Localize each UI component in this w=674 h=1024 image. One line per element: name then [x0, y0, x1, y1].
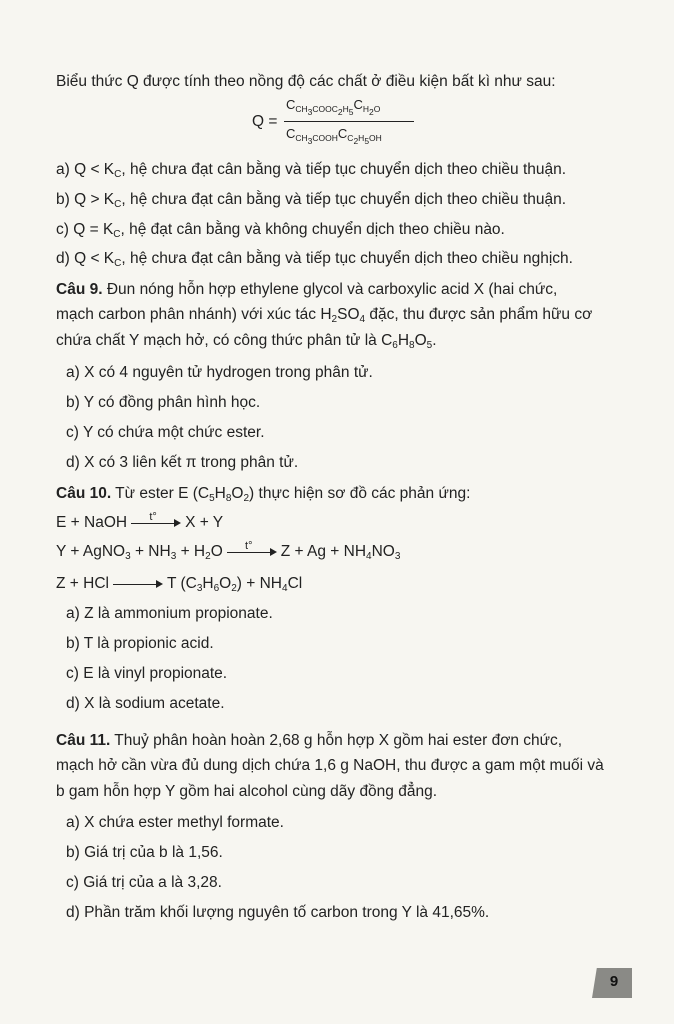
q8-option-c: c) $Q = K_C$, hệ đạt cân bằng và không chuyển dịch theo chiều nào. — [56, 221, 505, 240]
q-expression: Q = $C_{CH_3COOC_2H_5}C_{H_2O}$ $C_{CH_3COOH}C_{C_2H_5OH}$ — [252, 97, 422, 147]
q10-option-b: b) T là propionic acid. — [66, 635, 214, 652]
reaction-2: Y + AgNO$_3$ + $NH_3 + H_2O$ t° $Z + Ag + NH_4NO_3$ — [56, 539, 401, 562]
q9-option-b: b) Y có đồng phân hình học. — [66, 394, 261, 411]
reaction-arrow: t° — [227, 545, 277, 559]
q9-option-c: c) Y có chứa một chức ester. — [66, 424, 265, 441]
formula-numerator: $C_{CH_3COOC_2H_5}C_{H_2O}$ — [286, 97, 381, 117]
fraction-bar — [284, 121, 414, 122]
q11-option-b: b) Giá trị của b là 1,56. — [66, 844, 223, 861]
q11-option-a: a) X chứa ester methyl formate. — [66, 814, 284, 831]
reaction-3: Z + HCl T $(C_3H_6O_2) + NH_4Cl$ — [56, 575, 303, 594]
q10-option-a: a) Z là ammonium propionate. — [66, 605, 273, 622]
q10-stem: Câu 10. Từ ester E $(C_5H_8O_2)$ thực hiện sơ đồ các phản ứng: — [56, 485, 471, 504]
q11-stem-line1: Câu 11. Thuỷ phân hoàn hoàn 2,68 g hỗn hợp X gồm hai ester đơn chức, — [56, 732, 563, 749]
intro-text: Biểu thức Q được tính theo nồng độ các chất ở điều kiện bất kì như sau: — [56, 73, 556, 90]
formula-lhs: Q — [252, 113, 265, 130]
q9-stem-line1: Câu 9. Đun nóng hỗn hợp ethylene glycol và carboxylic acid X (hai chức, — [56, 281, 558, 298]
q10-option-c: c) E là vinyl propionate. — [66, 665, 228, 682]
q11-stem-line3: b gam hỗn hợp Y gồm hai alcohol cùng dãy đồng đẳng. — [56, 783, 438, 800]
q11-option-c: c) Giá trị của a là 3,28. — [66, 874, 222, 891]
q9-stem-line2: mạch carbon phân nhánh) với xúc tác $H_2SO_4$ đặc, thu được sản phẩm hữu cơ — [56, 306, 593, 325]
reaction-arrow: t° — [131, 516, 181, 530]
q9-option-d: d) X có 3 liên kết π trong phân tử. — [66, 454, 299, 471]
q8-option-b: b) $Q > K_C$, hệ chưa đạt cân bằng và tiếp tục chuyển dịch theo chiều thuận. — [56, 191, 567, 210]
q10-option-d: d) X là sodium acetate. — [66, 695, 225, 712]
q8-option-a: a) $Q < K_C$, hệ chưa đạt cân bằng và tiếp tục chuyển dịch theo chiều thuận. — [56, 161, 567, 180]
q8-option-d: d) $Q < K_C$, hệ chưa đạt cân bằng và tiếp tục chuyển dịch theo chiều nghịch. — [56, 250, 573, 269]
q9-stem-line3: chứa chất Y mạch hở, có công thức phân tử là $C_6H_8O_5$. — [56, 332, 437, 351]
q11-option-d: d) Phần trăm khối lượng nguyên tố carbon trong Y là 41,65%. — [66, 904, 490, 921]
formula-denominator: $C_{CH_3COOH}C_{C_2H_5OH}$ — [286, 126, 382, 146]
q11-label: Câu 11. — [56, 732, 111, 749]
q11-stem-line2: mạch hở cần vừa đủ dung dịch chứa 1,6 g NaOH, thu được a gam một muối và — [56, 757, 604, 774]
reaction-1: E + NaOH t° X + Y — [56, 510, 224, 531]
q10-label: Câu 10. — [56, 485, 112, 502]
q9-label: Câu 9. — [56, 281, 103, 298]
page-number: 9 — [609, 973, 619, 990]
reaction-arrow — [113, 577, 163, 591]
q9-option-a: a) X có 4 nguyên tử hydrogen trong phân tử. — [66, 364, 373, 381]
